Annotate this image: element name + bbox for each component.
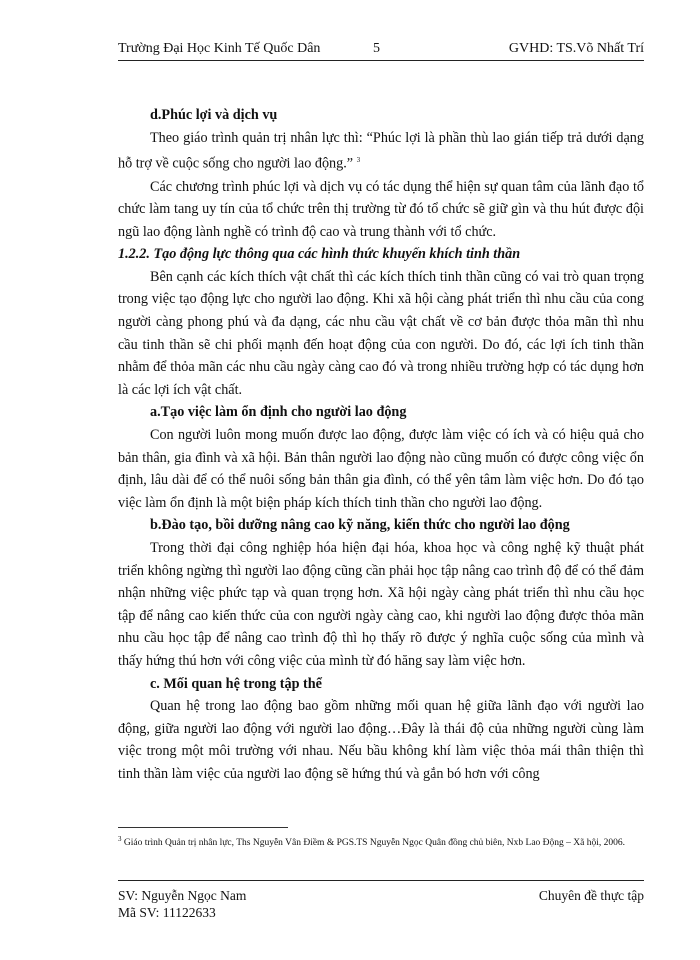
paragraph-relationships: Quan hệ trong lao động bao gồm những mối quan hệ giữa lãnh đạo với người lao động, giữa người lao động với người lao động…Đây là thái độ của những người cùng làm việc trong một môi trường với nhau. Nếu bầu không khí làm việc thỏa mái thân thiện thì tinh thần làm việc của người lao động sẽ hứng thú và gắn bó hơn với công bbox=[118, 698, 644, 782]
heading-training: b.Đào tạo, bồi dưỡng nâng cao kỹ năng, kiến thức cho người lao động bbox=[150, 517, 570, 534]
footer-student-name: SV: Nguyễn Ngọc Nam bbox=[118, 888, 247, 903]
page-body bbox=[118, 104, 644, 786]
paragraph-stable-jobs: Con người luôn mong muốn được lao động, được làm việc có ích và có hiệu quả cho bản thân, gia đình và xã hội. Bản thân người lao động nào cũng muốn có được công việc ổn định, lâu dài để có thể nuôi sống bản thân gia đình, có thể yên tâm làm việc hơn. Do đó tạo việc làm ổn định là một biện pháp kích thích tinh thần cho người lao động. bbox=[118, 427, 644, 511]
paragraph-welfare-programs: Các chương trình phúc lợi và dịch vụ có tác dụng thể hiện sự quan tâm của lãnh đạo tổ chức làm tang uy tín của tổ chức trên thị trường từ đó tổ chức sẽ giữ gìn và thu hút được đội ngũ lao động lành nghề có trình độ cao và trung thành với tổ chức. bbox=[118, 178, 644, 240]
paragraph-spiritual-incentives: Bên cạnh các kích thích vật chất thì các kích thích tinh thần cũng có vai trò quan trọng trong việc tạo động lực cho người lao động. Khi xã hội càng phát triển thì nhu cầu của cong người càng phong phú và đa dạng, các nhu cầu vật chất về cơ bản được thỏa mãn thì nhu cầu tinh thần sẽ chi phối mạnh đến hoạt động của con người. Do đó, các lợi ích tinh thần nhằm để thỏa mãn các nhu cầu ngày càng cao đó và trong nhiều trường hợp có tác dụng hơn là các lợi ích vật chất. bbox=[118, 268, 644, 398]
paragraph-welfare-definition bbox=[118, 127, 644, 176]
heading-welfare: d.Phúc lợi và dịch vụ bbox=[150, 107, 278, 123]
footnote bbox=[118, 832, 644, 850]
paragraph-training: Trong thời đại công nghiệp hóa hiện đại hóa, khoa học và công nghệ kỹ thuật phát triển không ngừng thì người lao động cũng cần phải học tập nâng cao trình độ để có thể đảm nhận những việc phức tạp và quan trọng hơn. Xã hội ngày càng phát triển thì nhu cầu học tập để nâng cao kiến thức của con người ngày càng cao, khi người lao động được thỏa mãn nhu cầu học tập để nâng cao trình độ thì họ thấy rõ được ý nghĩa cuộc sống của mình và thấy hứng thú hơn với công việc của mình từ đó hăng say làm việc hơn. bbox=[118, 540, 644, 669]
paragraph-welfare-definition-text: Theo giáo trình quản trị nhân lực thì: “Phúc lợi là phần thù lao gián tiếp trả dưới dạng hỗ trợ về cuộc sống cho người lao động.” bbox=[118, 129, 644, 172]
footer-divider bbox=[118, 880, 644, 881]
header-page-number: 5 bbox=[373, 41, 380, 56]
heading-stable-jobs: a.Tạo việc làm ổn định cho người lao động bbox=[150, 404, 407, 421]
footnote-marker: 3 bbox=[118, 835, 122, 843]
header-divider bbox=[118, 60, 644, 61]
footnote-reference: 3 bbox=[356, 156, 361, 165]
footer-student-id: Mã SV: 11122633 bbox=[118, 905, 216, 920]
footer-report-type: Chuyên đề thực tập bbox=[538, 888, 644, 903]
page-footer bbox=[118, 887, 644, 921]
section-heading-122: 1.2.2. Tạo động lực thông qua các hình thức khuyến khích tinh thần bbox=[118, 246, 521, 263]
header-supervisor: GVHD: TS.Võ Nhất Trí bbox=[508, 41, 644, 56]
header-school: Trường Đại Học Kinh Tế Quốc Dân bbox=[118, 41, 321, 56]
footnote-text: Giáo trình Quản trị nhân lực, Ths Nguyễn Vân Điềm & PGS.TS Nguyễn Ngọc Quân đồng chủ biên, Nxb Lao Động – Xã hội, 2006. bbox=[123, 838, 625, 849]
heading-relationships: c. Mối quan hệ trong tập thể bbox=[150, 675, 322, 692]
footnote-divider bbox=[118, 827, 288, 828]
